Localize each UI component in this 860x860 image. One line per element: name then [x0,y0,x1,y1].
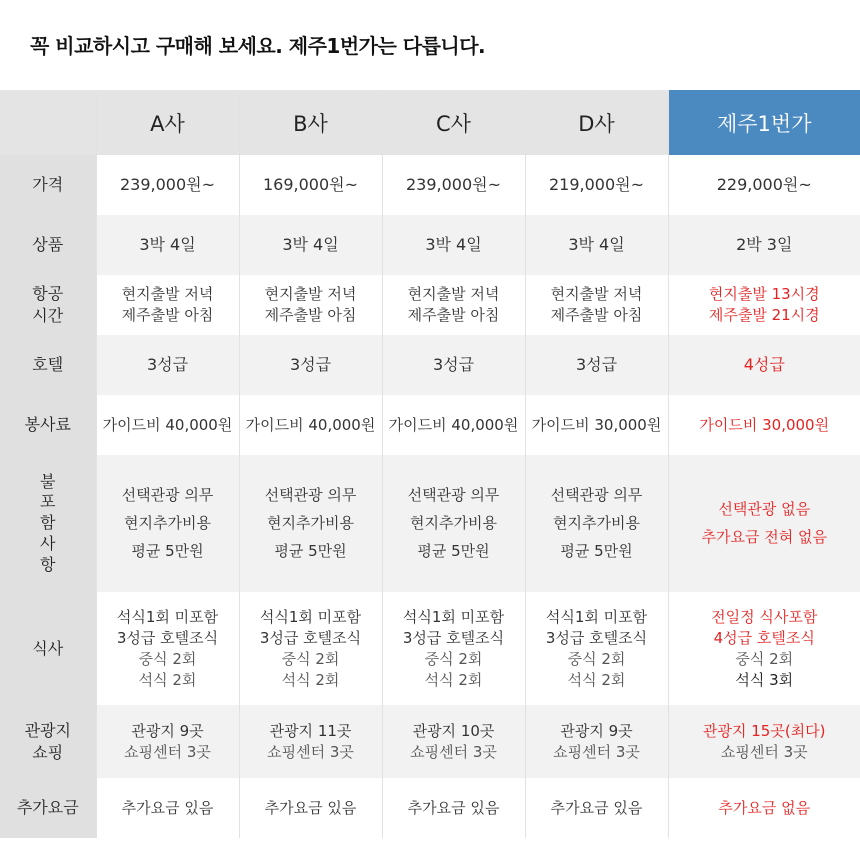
flight-line: 현지출발 저녁 [550,285,643,303]
sights-cell [239,705,382,778]
flight-line: 제주출발 아침 [121,306,214,324]
meals-line: 중식 2회 [424,649,483,668]
exclusions-line: 선택관광 의무 [407,486,500,504]
service-fee-cell: 가이드비 40,000원 [382,395,525,455]
table-row-extra-fee [0,778,860,838]
header-row [0,90,860,155]
meals-cell [239,592,382,705]
flight-cell [382,275,525,335]
table-row-price [0,155,860,215]
meals-line: 석식 2회 [281,670,340,689]
exclusions-line: 평균 5만원 [560,542,633,560]
flight-line: 현지출발 저녁 [407,285,500,303]
meals-line: 중식 2회 [735,649,794,668]
header-corner [0,90,96,155]
flight-cell-highlight [668,275,860,335]
meals-line: 석식 2회 [424,670,483,689]
product-cell: 3박 4일 [96,215,239,275]
row-label-service-fee: 봉사료 [0,395,96,455]
column-header-jeju1bunga: 제주1번가 [668,90,860,155]
flight-line: 제주출발 21시경 [708,306,820,324]
meals-line: 3성급 호텔조식 [259,628,362,647]
column-header-a: A사 [96,90,239,155]
sights-cell-highlight [668,705,860,778]
flight-cell [96,275,239,335]
sights-line: 관광지 10곳 [412,721,495,740]
table-row-product [0,215,860,275]
column-header-d: D사 [525,90,668,155]
meals-line: 석식1회 미포함 [116,607,219,626]
flight-line: 현지출발 저녁 [121,285,214,303]
price-cell: 239,000원~ [96,155,239,215]
page-heading: 꼭 비교하시고 구매해 보세요. 제주1번가는 다릅니다. [30,34,486,58]
flight-cell [239,275,382,335]
row-label-sights [0,705,96,778]
table-row-service-fee [0,395,860,455]
sights-line: 관광지 9곳 [131,721,204,740]
extra-fee-cell: 추가요금 있음 [525,778,668,838]
hotel-cell: 3성급 [96,335,239,395]
exclusions-line: 현지추가비용 [410,514,497,532]
row-label-line: 포 [40,492,56,512]
price-cell-highlight: 229,000원~ [668,155,860,215]
exclusions-line: 선택관광 의무 [264,486,357,504]
exclusions-cell [382,455,525,592]
sights-line: 쇼핑센터 3곳 [124,742,211,761]
sights-line: 관광지 9곳 [560,721,633,740]
meals-line: 중식 2회 [567,649,626,668]
meals-line: 석식 3회 [735,670,794,689]
meals-line: 석식1회 미포함 [402,607,505,626]
sights-line: 관광지 11곳 [269,721,352,740]
meals-line: 석식1회 미포함 [545,607,648,626]
hotel-cell-highlight: 4성급 [668,335,860,395]
flight-line: 제주출발 아침 [264,306,357,324]
row-label-price: 가격 [0,155,96,215]
exclusions-line: 평균 5만원 [417,542,490,560]
sights-cell [96,705,239,778]
meals-line: 석식 2회 [567,670,626,689]
extra-fee-cell: 추가요금 있음 [239,778,382,838]
meals-cell [96,592,239,705]
flight-line: 현지출발 13시경 [708,285,820,303]
service-fee-cell-highlight: 가이드비 30,000원 [668,395,860,455]
meals-line: 3성급 호텔조식 [116,628,219,647]
row-label-meals: 식사 [0,592,96,705]
exclusions-cell [525,455,668,592]
sights-line: 쇼핑센터 3곳 [553,742,640,761]
meals-line: 석식 2회 [138,670,197,689]
exclusions-line: 선택관광 의무 [550,486,643,504]
table-row-sights [0,705,860,778]
exclusions-line: 평균 5만원 [131,542,204,560]
sights-line: 쇼핑센터 3곳 [410,742,497,761]
meals-line: 전일정 식사포함 [711,607,818,626]
column-header-b: B사 [239,90,382,155]
product-cell: 3박 4일 [525,215,668,275]
row-label-flight [0,275,96,335]
flight-line: 제주출발 아침 [407,306,500,324]
flight-line: 현지출발 저녁 [264,285,357,303]
meals-cell [382,592,525,705]
sights-line: 관광지 15곳(최다) [703,721,826,740]
meals-cell-highlight [668,592,860,705]
exclusions-line: 현지추가비용 [267,514,354,532]
row-label-line: 함 [40,513,56,533]
exclusions-line: 선택관광 의무 [121,486,214,504]
row-label-line: 사 [40,533,56,553]
product-cell: 3박 4일 [239,215,382,275]
table-row-meals [0,592,860,705]
exclusions-line: 현지추가비용 [124,514,211,532]
comparison-table [0,90,860,838]
column-header-c: C사 [382,90,525,155]
meals-line: 중식 2회 [138,649,197,668]
price-cell: 219,000원~ [525,155,668,215]
row-label-line: 관광지 [24,720,71,740]
hotel-cell: 3성급 [382,335,525,395]
table-row-hotel [0,335,860,395]
row-label-extra-fee: 추가요금 [0,778,96,838]
sights-line: 쇼핑센터 3곳 [267,742,354,761]
extra-fee-cell: 추가요금 있음 [96,778,239,838]
row-label-product: 상품 [0,215,96,275]
product-cell-highlight: 2박 3일 [668,215,860,275]
row-label-line: 쇼핑 [32,742,64,762]
row-label-exclusions [0,455,96,592]
exclusions-line: 현지추가비용 [553,514,640,532]
flight-cell [525,275,668,335]
sights-line: 쇼핑센터 3곳 [720,742,808,761]
exclusions-line: 평균 5만원 [274,542,347,560]
service-fee-cell: 가이드비 30,000원 [525,395,668,455]
service-fee-cell: 가이드비 40,000원 [239,395,382,455]
exclusions-cell [96,455,239,592]
price-cell: 239,000원~ [382,155,525,215]
table-row-exclusions [0,455,860,592]
service-fee-cell: 가이드비 40,000원 [96,395,239,455]
hotel-cell: 3성급 [239,335,382,395]
hotel-cell: 3성급 [525,335,668,395]
product-cell: 3박 4일 [382,215,525,275]
exclusions-line: 추가요금 전혀 없음 [701,528,827,546]
row-label-hotel: 호텔 [0,335,96,395]
meals-line: 4성급 호텔조식 [713,628,815,647]
sights-cell [382,705,525,778]
sights-cell [525,705,668,778]
extra-fee-cell-highlight: 추가요금 없음 [668,778,860,838]
price-cell: 169,000원~ [239,155,382,215]
extra-fee-cell: 추가요금 있음 [382,778,525,838]
exclusions-line: 선택관광 없음 [718,500,811,518]
meals-line: 중식 2회 [281,649,340,668]
meals-line: 3성급 호텔조식 [402,628,505,647]
exclusions-cell-highlight [668,455,860,592]
table-row-flight [0,275,860,335]
flight-line: 제주출발 아침 [550,306,643,324]
meals-cell [525,592,668,705]
row-label-line: 항공 [32,284,64,304]
row-label-line: 불 [40,471,56,491]
meals-line: 3성급 호텔조식 [545,628,648,647]
row-label-line: 시간 [32,306,64,325]
row-label-line: 항 [40,554,56,574]
meals-line: 석식1회 미포함 [259,607,362,626]
exclusions-cell [239,455,382,592]
